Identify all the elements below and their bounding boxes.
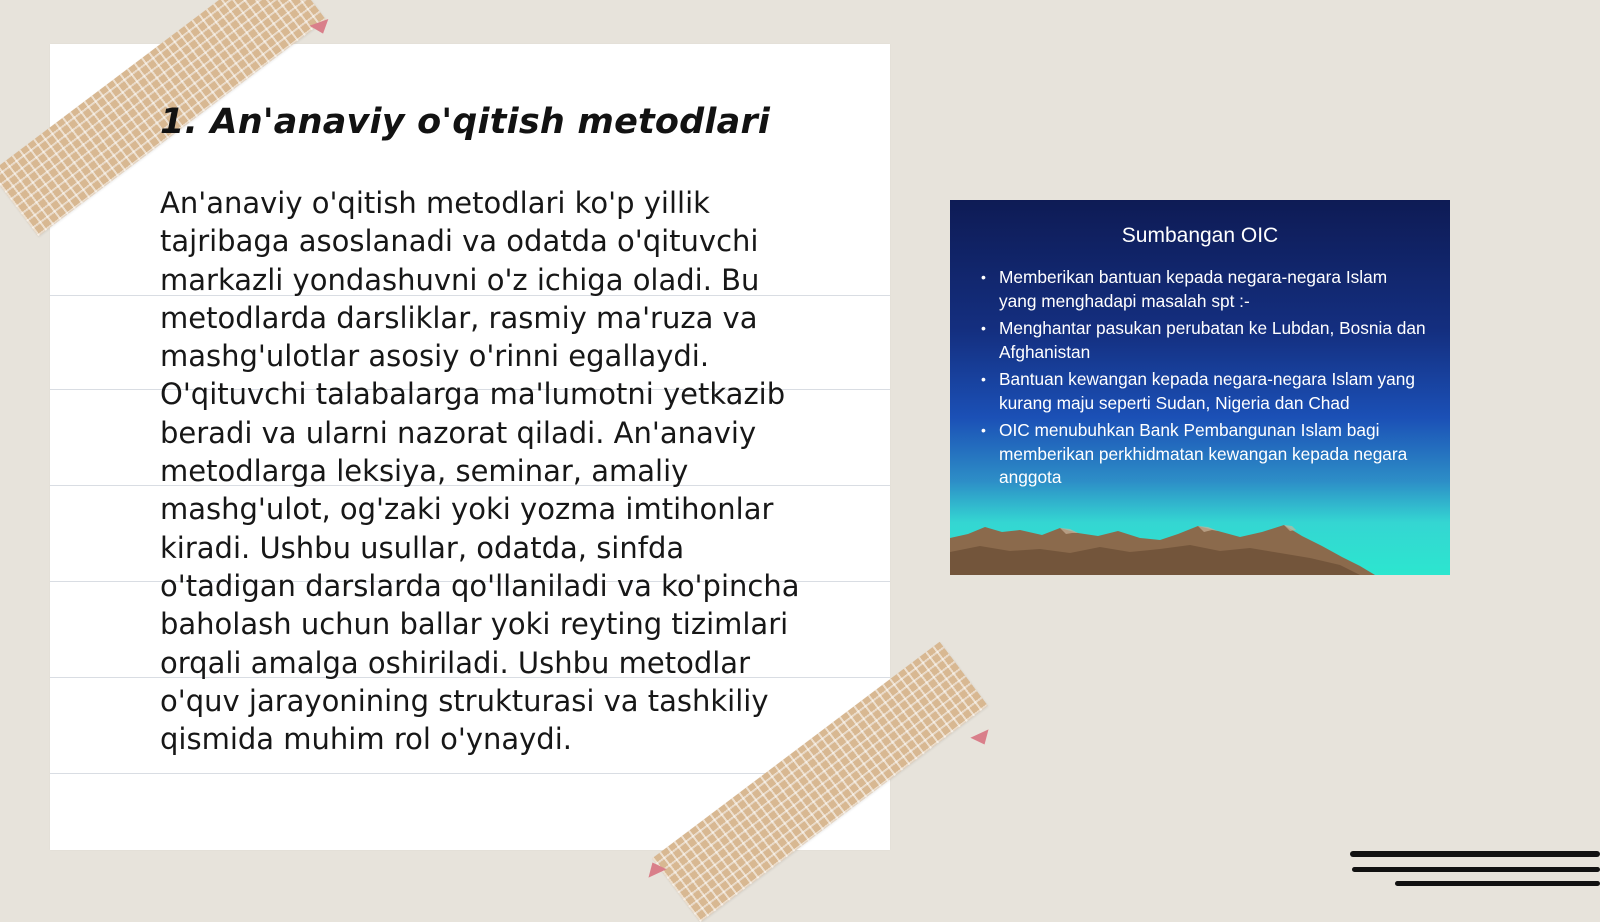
slide-title: 1. An'anaviy o'qitish metodlari — [160, 102, 771, 142]
bullet-dot-icon: • — [981, 422, 986, 438]
mountains-icon — [950, 522, 1450, 575]
oic-slide-image — [950, 200, 1450, 575]
mountain-range-graphic — [950, 522, 1450, 575]
slide-body-text: An'anaviy o'qitish metodlari ko'p yillik tajribaga asoslanadi va odatda o'qituvchi markazli yondashuvni o'z ichiga oladi. Bu metodlarda darsliklar, rasmiy ma'ruza va mashg'ulotlar asosiy o'rinni egallaydi. O'qituvchi talabalarga ma'lumotni yetkazib beradi va ularni nazorat qiladi. An'anaviy metodlarga leksiya, seminar, amaliy mashg'ulot, og'zaki yoki yozma imtihonlar kiradi. Ushbu usullar, odatda, sinfda o'tadigan darslarda qo'llaniladi va ko'pincha baholash uchun ballar yoki reyting tizimlari orqali amalga oshiriladi. Ushbu metodlar o'quv jarayonining strukturasi va tashkiliy qismida muhim rol o'ynaydi. — [160, 186, 800, 757]
image-bullet-item — [981, 419, 1429, 490]
tape-tip-icon — [970, 729, 993, 748]
bullet-dot-icon: • — [981, 371, 986, 387]
decorative-brush-stroke — [1352, 867, 1600, 872]
image-title: Sumbangan OIC — [1121, 224, 1279, 247]
image-bullet-item — [981, 266, 1429, 313]
image-bullet-item — [981, 317, 1429, 364]
bullet-dot-icon: • — [981, 269, 986, 285]
image-bullet-text: Menghantar pasukan perubatan ke Lubdan, Bosnia dan Afghanistan — [999, 318, 1426, 362]
bullet-dot-icon: • — [981, 320, 986, 336]
image-bullet-text: Memberikan bantuan kepada negara-negara Islam yang menghadapi masalah spt :- — [999, 267, 1388, 311]
image-bullet-item — [981, 368, 1429, 415]
tape-tip-icon — [643, 858, 666, 877]
image-bullet-list — [981, 266, 1429, 494]
image-bullet-text: OIC menubuhkan Bank Pembangunan Islam bagi memberikan perkhidmatan kewangan kepada negara anggota — [999, 420, 1408, 487]
image-bullet-text: Bantuan kewangan kepada negara-negara Islam yang kurang maju seperti Sudan, Nigeria dan Chad — [999, 369, 1416, 413]
decorative-brush-stroke — [1395, 881, 1600, 886]
decorative-brush-stroke — [1350, 851, 1600, 857]
